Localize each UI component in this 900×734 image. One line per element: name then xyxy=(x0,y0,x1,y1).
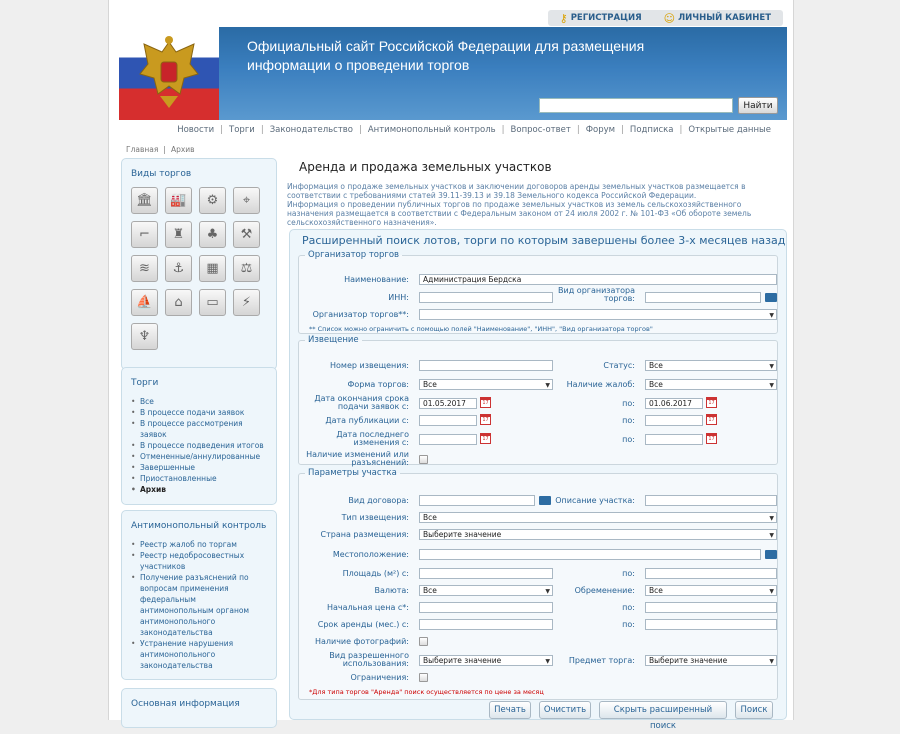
nav-item[interactable]: Антимонопольный контроль xyxy=(367,125,496,135)
price-from-input[interactable] xyxy=(419,602,553,613)
lease-to-label: по: xyxy=(622,620,635,629)
nav-item[interactable]: Торги xyxy=(229,125,255,135)
restrict-checkbox[interactable] xyxy=(419,673,428,682)
nav-separator: | xyxy=(679,125,683,135)
complaints-label: Наличие жалоб: xyxy=(566,380,635,389)
site-search-input[interactable] xyxy=(539,98,733,113)
photo-checkbox[interactable] xyxy=(419,637,428,646)
nav-separator: | xyxy=(501,125,505,135)
lease-label: Срок аренды (мес.) с: xyxy=(317,620,409,629)
house-icon[interactable]: ⌂ xyxy=(165,289,192,316)
changed-to-label: по: xyxy=(622,435,635,444)
page-title: Аренда и продажа земельных участков xyxy=(299,160,552,174)
page xyxy=(108,0,794,731)
torgi-item[interactable]: • Завершенные xyxy=(131,462,267,473)
number-input[interactable] xyxy=(419,360,553,371)
types-title: Виды торгов xyxy=(131,169,192,179)
pub-label: Дата публикации с: xyxy=(325,416,409,425)
torgi-list xyxy=(131,396,267,495)
site-header xyxy=(119,27,787,120)
lease-to-input[interactable] xyxy=(645,619,777,630)
person-icon[interactable]: ♜ xyxy=(165,221,192,248)
subject-select[interactable]: Выберите значение ▼ xyxy=(645,655,777,666)
notice-fieldset xyxy=(298,335,778,465)
complaints-select[interactable]: Все ▼ xyxy=(645,379,777,390)
subject-label: Предмет торга: xyxy=(568,656,635,665)
nav-item[interactable]: Вопрос-ответ xyxy=(510,125,571,135)
changes-label: Наличие изменений или разъяснений: xyxy=(306,450,409,467)
calendar-icon[interactable]: 17 xyxy=(480,397,491,408)
apartment-icon[interactable]: ▦ xyxy=(199,255,226,282)
nav-separator: | xyxy=(621,125,624,135)
area-to-input[interactable] xyxy=(645,568,777,579)
torgi-item[interactable]: • В процессе подведения итогов xyxy=(131,440,267,451)
gear-icon[interactable]: ⚙ xyxy=(199,187,226,214)
search-title: Расширенный поиск лотов, торги по которым завершены более 3-х месяцев назад xyxy=(302,234,786,247)
torgi-item[interactable]: • В процессе подачи заявок xyxy=(131,407,267,418)
area-to-label: по: xyxy=(622,569,635,578)
billboard-icon[interactable]: ▭ xyxy=(199,289,226,316)
area-from-input[interactable] xyxy=(419,568,553,579)
contract-input[interactable] xyxy=(419,495,535,506)
water-icon[interactable]: ≋ xyxy=(131,255,158,282)
encumbrance-select[interactable]: Все ▼ xyxy=(645,585,777,596)
params-legend: Параметры участка xyxy=(308,468,397,478)
price-to-label: по: xyxy=(622,603,635,612)
nav-separator: | xyxy=(220,125,224,135)
price-label: Начальная цена с*: xyxy=(327,603,409,612)
changed-label: Дата последнего изменения с: xyxy=(336,430,409,447)
nav-item[interactable]: Форум xyxy=(585,125,616,135)
content xyxy=(287,160,787,227)
form-select[interactable]: Все ▼ xyxy=(419,379,553,390)
nav-item[interactable]: Законодательство xyxy=(269,125,353,135)
desc-input[interactable] xyxy=(645,495,777,506)
anti-item[interactable]: • Реестр недобросовестных участников xyxy=(131,550,267,572)
country-label: Страна размещения: xyxy=(320,530,409,539)
sidebar-basic xyxy=(121,688,277,728)
nav-separator: | xyxy=(576,125,580,135)
use-label: Вид разрешенного использования: xyxy=(329,651,409,668)
org-select[interactable] xyxy=(419,309,777,320)
types-icons xyxy=(131,187,267,350)
calendar-icon[interactable]: 17 xyxy=(706,397,717,408)
nav-separator: | xyxy=(358,125,362,135)
use-select[interactable]: Выберите значение ▼ xyxy=(419,655,553,666)
building-icon[interactable]: 🏛 xyxy=(131,187,158,214)
status-select[interactable]: Все ▼ xyxy=(645,360,777,371)
book-icon[interactable] xyxy=(765,293,777,302)
cabinet-link[interactable]: ☺ ЛИЧНЫЙ КАБИНЕТ xyxy=(663,11,771,25)
notice-legend: Извещение xyxy=(308,335,359,345)
breadcrumb-item[interactable]: Архив xyxy=(170,145,195,154)
factory-icon[interactable]: 🏭 xyxy=(165,187,192,214)
restrict-label: Ограничения: xyxy=(350,673,409,682)
area-label: Площадь (м²) с: xyxy=(342,569,409,578)
nav-item[interactable]: Открытые данные xyxy=(688,125,771,135)
submit-search-button[interactable]: Поиск xyxy=(735,701,773,719)
ntype-select[interactable]: Все ▼ xyxy=(419,512,777,523)
torgi-item[interactable]: • В процессе рассмотрения заявок xyxy=(131,418,267,440)
anti-list xyxy=(131,539,267,671)
boat-icon[interactable]: ⛵ xyxy=(131,289,158,316)
inn-input[interactable] xyxy=(419,292,553,303)
sidebar-antimonopoly xyxy=(121,510,277,680)
calendar-icon[interactable]: 17 xyxy=(480,414,491,425)
nav-item[interactable]: Подписка xyxy=(629,125,674,135)
coat-of-arms-icon xyxy=(129,33,209,115)
changes-checkbox[interactable] xyxy=(419,455,428,464)
inn-label: ИНН: xyxy=(388,293,409,302)
price-to-input[interactable] xyxy=(645,602,777,613)
kind-label: Вид организатора торгов: xyxy=(558,286,635,303)
forest-icon[interactable]: ♣ xyxy=(199,221,226,248)
number-label: Номер извещения: xyxy=(330,361,409,370)
status-label: Статус: xyxy=(603,361,635,370)
torgi-item[interactable]: • Приостановленные xyxy=(131,473,267,484)
register-link[interactable]: ⚷ РЕГИСТРАЦИЯ xyxy=(559,11,642,25)
intro-text: Информация о продаже земельных участков и заключении договоров аренды земельных участков размещается в соответствии с требованиями статей 39.11-39.13 и 39.18 Земельного кодекса Российской Федерации. Информация о проведении публичных торгов по продаже земельных участков из земель сельскохозяйственного назначения размещается в соответствии с Федеральным законом от 24 июля 2002 г. № 101-ФЗ «Об обороте земель сельскохозяйственного назначения». xyxy=(287,182,752,227)
org-label: Организатор торгов**: xyxy=(312,310,409,319)
deadline-to-input[interactable]: 01.06.2017 xyxy=(645,398,703,409)
advanced-search xyxy=(289,229,787,720)
organizer-legend: Организатор торгов xyxy=(308,250,400,260)
surveying-icon[interactable]: ⌖ xyxy=(233,187,260,214)
print-button[interactable]: Печать xyxy=(489,701,531,719)
radio-tower-icon[interactable]: ♆ xyxy=(131,323,158,350)
clear-button[interactable]: Очистить xyxy=(539,701,591,719)
book-icon[interactable] xyxy=(765,550,777,559)
main-nav xyxy=(177,125,771,135)
anti-title: Антимонопольный контроль xyxy=(131,521,267,531)
changed-from-input[interactable] xyxy=(419,434,477,445)
search-button[interactable]: Найти xyxy=(738,97,778,114)
calendar-icon[interactable]: 17 xyxy=(706,414,717,425)
torgi-title: Торги xyxy=(131,378,159,388)
org-note: ** Список можно ограничить с помощью полей "Наименование", "ИНН", "Вид организатора торгов" xyxy=(309,325,653,333)
basic-title: Основная информация xyxy=(131,699,240,709)
smile-icon: ☺ xyxy=(663,11,676,25)
location-label: Местоположение: xyxy=(332,550,409,559)
oil-pump-icon[interactable]: ⚒ xyxy=(233,221,260,248)
pub-to-label: по: xyxy=(622,416,635,425)
photo-label: Наличие фотографий: xyxy=(314,637,409,646)
deadline-to-label: по: xyxy=(622,399,635,408)
pub-to-input[interactable] xyxy=(645,415,703,426)
name-input[interactable]: Администрация Бердска xyxy=(419,274,777,285)
desc-label: Описание участка: xyxy=(555,496,635,505)
breadcrumb-item[interactable]: Главная xyxy=(126,145,159,154)
lease-from-input[interactable] xyxy=(419,619,553,630)
price-note: *Для типа торгов "Аренда" поиск осуществляется по цене за месяц xyxy=(309,688,544,696)
sidebar-torgi xyxy=(121,367,277,505)
anti-item[interactable]: • Устранение нарушения антимонопольного законодательства xyxy=(131,638,267,671)
kind-input[interactable] xyxy=(645,292,761,303)
changed-to-input[interactable] xyxy=(645,434,703,445)
anti-item[interactable]: • Получение разъяснений по вопросам применения федеральным антимонопольным органом антимонопольного законодательства xyxy=(131,572,267,638)
form-label: Форма торгов: xyxy=(347,380,409,389)
ntype-label: Тип извещения: xyxy=(341,513,409,522)
currency-select[interactable]: Все ▼ xyxy=(419,585,553,596)
anti-item[interactable]: • Реестр жалоб по торгам xyxy=(131,539,267,550)
encumbrance-label: Обременение: xyxy=(574,586,635,595)
top-links xyxy=(548,10,783,26)
crane-icon[interactable]: ⌐ xyxy=(131,221,158,248)
deadline-from-input[interactable]: 01.05.2017 xyxy=(419,398,477,409)
location-input[interactable] xyxy=(419,549,761,560)
breadcrumb-separator: | xyxy=(163,145,166,154)
torgi-item[interactable]: • Все xyxy=(131,396,267,407)
site-title: Официальный сайт Российской Федерации для размещения информации о проведении торгов xyxy=(247,38,645,73)
calendar-icon[interactable]: 17 xyxy=(706,433,717,444)
torgi-item[interactable]: • Отмененные/аннулированные xyxy=(131,451,267,462)
params-fieldset xyxy=(298,468,778,700)
organizer-fieldset xyxy=(298,250,778,334)
hide-search-button[interactable]: Скрыть расширенный поиск xyxy=(599,701,727,719)
breadcrumb xyxy=(126,145,195,154)
torgi-item[interactable]: • Архив xyxy=(131,484,267,495)
nav-item[interactable]: Новости xyxy=(177,125,215,135)
contract-label: Вид договора: xyxy=(348,496,409,505)
deadline-label: Дата окончания срока подачи заявок с: xyxy=(314,394,409,411)
calendar-icon[interactable]: 17 xyxy=(480,433,491,444)
key-icon: ⚷ xyxy=(559,11,568,25)
pub-from-input[interactable] xyxy=(419,415,477,426)
country-select[interactable]: Выберите значение ▼ xyxy=(419,529,777,540)
name-label: Наименование: xyxy=(344,275,409,284)
sidebar-types xyxy=(121,158,277,370)
currency-label: Валюта: xyxy=(374,586,409,595)
power-line-icon[interactable]: ⚡ xyxy=(233,289,260,316)
nav-separator: | xyxy=(260,125,264,135)
scales-icon[interactable]: ⚖ xyxy=(233,255,260,282)
fishing-icon[interactable]: ⚓ xyxy=(165,255,192,282)
